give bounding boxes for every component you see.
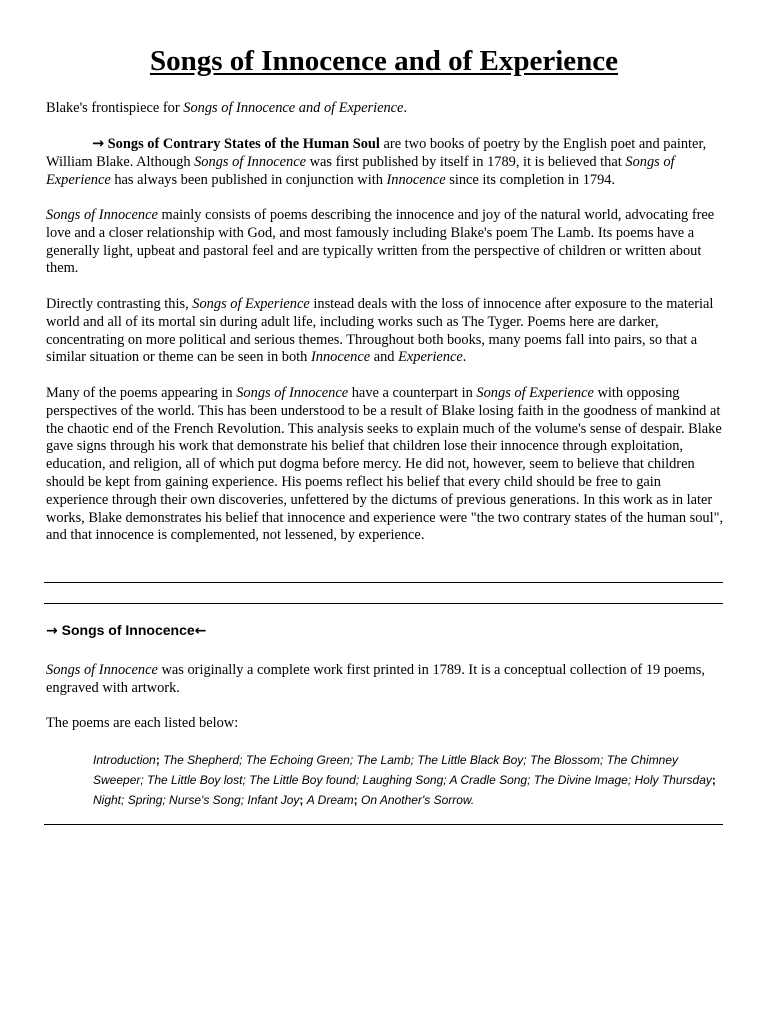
- para4-italic: Songs of Experience: [476, 385, 594, 401]
- poem-separator: ;: [140, 773, 148, 787]
- poem-title: The Little Boy lost: [147, 773, 243, 787]
- poem-separator: ;: [299, 793, 307, 807]
- paragraph-2: [46, 207, 726, 278]
- poem-separator: ;: [155, 753, 164, 767]
- arrow-right-icon: →: [46, 623, 58, 639]
- para4-text: with opposing perspectives of the world. This has been understood to be a result of Blake losing faith in the goodness of mankind at the chaotic end of the French Revolution. This analysis seeks to explain much of the volume's sense of despair. Blake gave signs through his work that demonstrate his belief that children lose their innocence through exploitation, education, and religion, all of which put dogma before mercy. He did not, however, seem to believe that children should be kept from gaining experience. His poems reflect his belief that every child should be free to gain experience through their own discoveries, unfettered by the dictums of previous generations. In this work as in later works, Blake demonstrates his belief that innocence and experience were "the two contrary states of the human soul", and that innocence is complemented, not lessened, by experience.: [46, 385, 724, 544]
- para3-italic: Innocence: [310, 349, 371, 366]
- poem-separator: ;: [349, 753, 357, 767]
- poem-separator: ;: [410, 753, 418, 767]
- para2-text: mainly consists of poems describing the innocence and joy of the natural world, advocating free love and a closer relationship with God, and most famously including Blake's poem The Lamb. Its poems have a generally light, upbeat and pastoral feel and are typically written from the perspective of children or written about them.: [46, 207, 715, 277]
- caption-suffix: .: [403, 100, 408, 116]
- page-title: Songs of Innocence and of Experience: [149, 45, 619, 77]
- para5-text: was originally a complete work first printed in 1789. It is a conceptual collection of 19 poems, engraved with artwork.: [46, 662, 706, 696]
- poem-title: The Lamb: [356, 753, 411, 767]
- para1-bold: Songs of Contrary States of the Human Soul: [107, 136, 380, 152]
- para3-italic: Experience: [398, 349, 463, 366]
- poem-title: The Blossom: [529, 753, 600, 767]
- poem-title: Nurse's Song: [169, 793, 241, 807]
- poem-title: A Cradle Song: [449, 773, 528, 787]
- arrow-left-icon: ←: [194, 623, 207, 639]
- poem-title: A Dream: [306, 793, 354, 807]
- intro-caption: [46, 100, 726, 118]
- para1-text: has always been published in conjunction with: [110, 171, 387, 188]
- para3-text: Directly contrasting this,: [46, 296, 193, 312]
- paragraph-6: The poems are each listed below:: [46, 715, 239, 731]
- poem-title: Night: [93, 793, 122, 807]
- para1-italic: Songs of Experience: [46, 153, 675, 188]
- poem-separator: .: [470, 793, 475, 807]
- poem-title: The Little Black Boy: [417, 753, 524, 767]
- poem-separator: ;: [711, 773, 716, 787]
- paragraph-5: [46, 662, 726, 698]
- para4-italic: Songs of Innocence: [236, 385, 349, 401]
- para1-text: are two books of poetry by the English poet and painter, William Blake. Although: [46, 136, 707, 170]
- para1-italic: Songs of Innocence: [194, 153, 307, 170]
- para3-text: instead deals with the loss of innocence after exposure to the material world and all of its mortal sin during adult life, including works such as The Tyger. Poems here are darker, concentrating on more political and serious themes. Throughout both books, many poems fall into pairs, so that a similar situation or theme can be seen in both: [46, 296, 714, 366]
- caption-italic: Songs of Innocence and of Experience: [183, 100, 404, 116]
- para1-text: was first published by itself in 1789, it is believed that: [306, 153, 626, 170]
- poem-separator: ;: [121, 793, 128, 807]
- para3-text: and: [370, 349, 399, 366]
- poem-title: Laughing Song: [362, 773, 444, 787]
- poem-separator: ;: [523, 753, 530, 767]
- paragraph-1: [46, 136, 726, 189]
- para1-italic: Innocence: [386, 171, 446, 188]
- arrow-right-icon: →: [92, 136, 105, 152]
- section-heading-text: Songs of Innocence: [57, 622, 195, 638]
- poem-separator: ;: [527, 773, 534, 787]
- poem-title: The Little Boy found: [249, 773, 356, 787]
- poem-separator: ;: [240, 793, 248, 807]
- section-heading: [46, 622, 206, 639]
- poem-title: On Another's Sorrow: [361, 793, 471, 807]
- para3-italic: Songs of Experience: [192, 296, 310, 312]
- horizontal-rule: [44, 824, 723, 825]
- poem-list: [93, 750, 723, 810]
- horizontal-rule: [44, 582, 723, 583]
- horizontal-rule: [44, 603, 723, 604]
- poem-separator: ;: [627, 773, 635, 787]
- poem-title: Introduction: [93, 753, 156, 767]
- poem-separator: ;: [162, 793, 170, 807]
- poem-title: Infant Joy: [247, 793, 300, 807]
- poem-title: The Shepherd: [163, 753, 240, 767]
- para2-italic: Songs of Innocence: [46, 207, 158, 223]
- poem-title: Holy Thursday: [634, 773, 712, 787]
- para4-text: have a counterpart in: [348, 385, 477, 401]
- poem-separator: ;: [239, 753, 246, 767]
- para3-text: .: [462, 349, 467, 366]
- poem-separator: ;: [242, 773, 250, 787]
- poem-separator: ;: [355, 773, 363, 787]
- poem-title: The Divine Image: [533, 773, 628, 787]
- poem-title: Spring: [127, 793, 163, 807]
- poem-separator: ;: [443, 773, 450, 787]
- poem-separator: ;: [600, 753, 607, 767]
- para1-text: since its completion in 1794.: [445, 171, 616, 188]
- poem-title: The Chimney Sweeper: [93, 753, 679, 787]
- para4-text: Many of the poems appearing in: [46, 385, 237, 401]
- poem-separator: ;: [353, 793, 362, 807]
- paragraph-4: [46, 385, 726, 545]
- para5-italic: Songs of Innocence: [46, 662, 158, 678]
- paragraph-3: [46, 296, 726, 367]
- poem-title: The Echoing Green: [245, 753, 350, 767]
- caption-prefix: Blake's frontispiece for: [46, 100, 184, 116]
